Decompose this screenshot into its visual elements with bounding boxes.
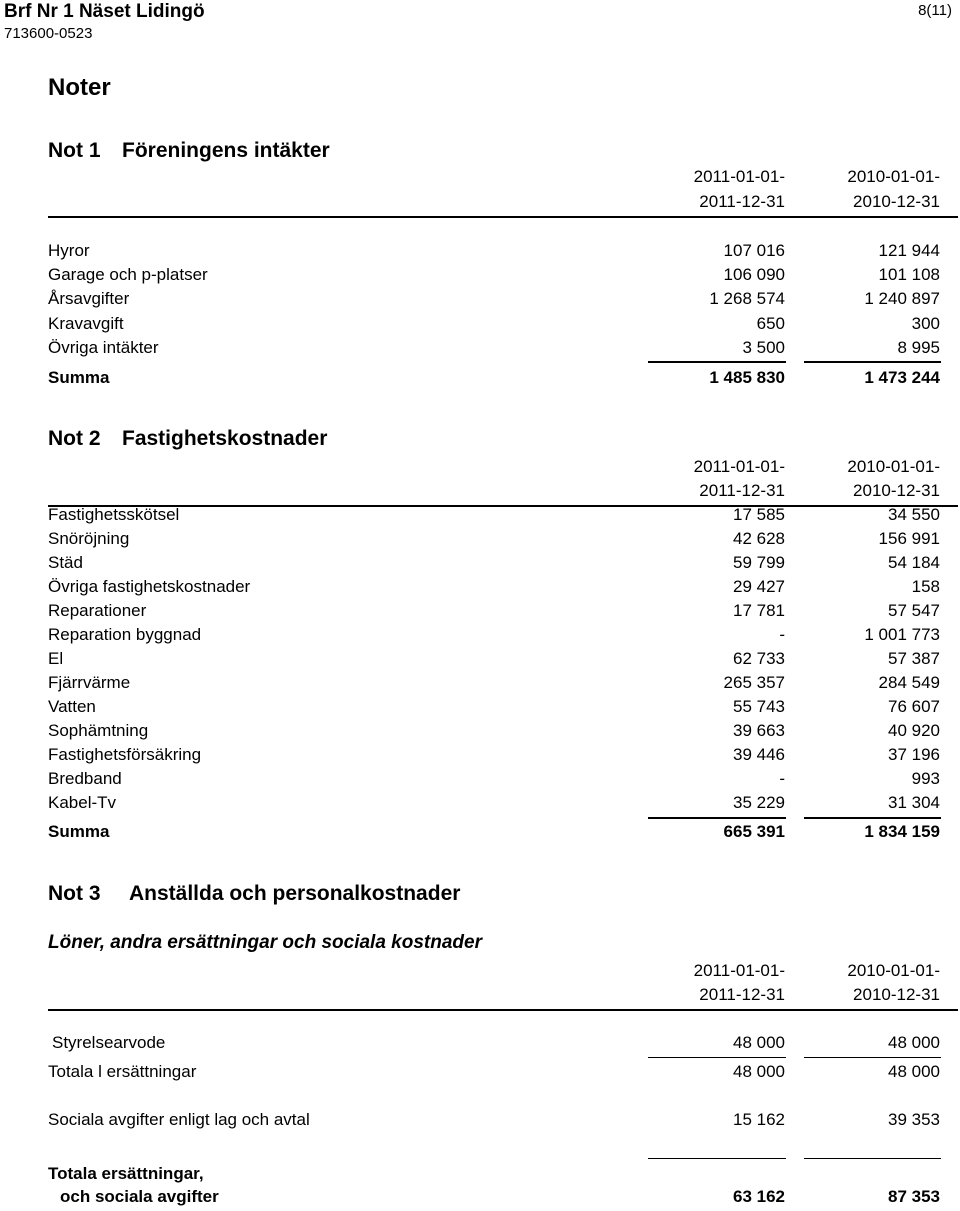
note3-period-current-start: 2011-01-01- xyxy=(693,961,785,980)
note3-period-current-end: 2011-12-31 xyxy=(699,985,785,1004)
note1-header-divider xyxy=(48,216,958,218)
grand-total-current: 63 162 xyxy=(733,1187,785,1206)
note2-sum-line-current xyxy=(648,817,786,819)
social-fees-previous: 39 353 xyxy=(888,1110,940,1129)
table-cell-previous: 993 xyxy=(911,769,940,788)
note1-total-label: Summa xyxy=(48,368,110,387)
table-row-label: Övriga fastighetskostnader xyxy=(48,577,251,596)
note1-period-current-end: 2011-12-31 xyxy=(699,192,785,211)
table-cell-current: 3 500 xyxy=(742,338,785,357)
table-cell-previous: 37 196 xyxy=(888,745,940,764)
note1-period-previous-end: 2010-12-31 xyxy=(853,192,940,211)
board-fee-current: 48 000 xyxy=(733,1033,785,1052)
table-cell-previous: 1 240 897 xyxy=(864,289,940,308)
note2-period-current-end: 2011-12-31 xyxy=(699,481,785,500)
total-compensation-previous: 48 000 xyxy=(888,1062,940,1081)
note3-period-previous-end: 2010-12-31 xyxy=(853,985,940,1004)
table-row-label: Fastighetsskötsel xyxy=(48,505,180,524)
social-fees-label: Sociala avgifter enligt lag och avtal xyxy=(48,1110,310,1129)
note1-title: Föreningens intäkter xyxy=(122,139,330,162)
grand-total-line-current xyxy=(648,1158,786,1159)
table-cell-previous: 40 920 xyxy=(888,721,940,740)
board-fee-line-previous xyxy=(804,1057,941,1058)
total-compensation-current: 48 000 xyxy=(733,1062,785,1081)
table-row-label: Fastighetsförsäkring xyxy=(48,745,202,764)
note3-title: Anställda och personalkostnader xyxy=(129,882,461,905)
table-cell-current: 1 268 574 xyxy=(709,289,785,308)
table-row-label: Sophämtning xyxy=(48,721,149,740)
table-cell-previous: 284 549 xyxy=(878,673,940,692)
table-row-label: El xyxy=(48,649,64,668)
table-cell-current: 29 427 xyxy=(733,577,785,596)
note2-sum-line-previous xyxy=(804,817,941,819)
note2-period-current-start: 2011-01-01- xyxy=(693,457,785,476)
table-row-label: Reparationer xyxy=(48,601,147,620)
note1-heading xyxy=(48,139,330,163)
table-cell-previous: 54 184 xyxy=(888,553,940,572)
table-cell-previous: 158 xyxy=(911,577,940,596)
table-cell-current: 39 663 xyxy=(733,721,785,740)
table-cell-previous: 31 304 xyxy=(888,793,940,812)
table-cell-current: 17 781 xyxy=(733,601,785,620)
table-cell-previous: 8 995 xyxy=(897,338,940,357)
table-row-label: Snöröjning xyxy=(48,529,130,548)
table-cell-previous: 1 001 773 xyxy=(864,625,940,644)
page-number: 8(11) xyxy=(918,2,952,19)
table-row-label: Reparation byggnad xyxy=(48,625,202,644)
table-row-label: Hyror xyxy=(48,241,90,260)
table-cell-previous: 101 108 xyxy=(878,265,940,284)
table-cell-current: 35 229 xyxy=(733,793,785,812)
table-cell-current: - xyxy=(779,769,785,788)
table-row-label: Vatten xyxy=(48,697,96,716)
board-fee-label: Styrelsearvode xyxy=(52,1033,166,1052)
table-cell-current: 650 xyxy=(756,314,785,333)
table-cell-current: 59 799 xyxy=(733,553,785,572)
page-title: Noter xyxy=(48,74,111,101)
table-cell-previous: 57 547 xyxy=(888,601,940,620)
note2-title: Fastighetskostnader xyxy=(122,427,328,450)
table-cell-current: 55 743 xyxy=(733,697,785,716)
grand-total-label-line1: Totala ersättningar, xyxy=(48,1164,204,1183)
table-cell-current: 106 090 xyxy=(723,265,785,284)
organization-name: Brf Nr 1 Näset Lidingö xyxy=(4,1,205,22)
table-row-label: Städ xyxy=(48,553,83,572)
note1-number: Not 1 xyxy=(48,139,101,162)
note1-period-previous-start: 2010-01-01- xyxy=(847,167,940,186)
note3-subtitle: Löner, andra ersättningar och sociala kostnader xyxy=(48,932,482,953)
note2-total-previous: 1 834 159 xyxy=(864,822,940,841)
table-cell-current: 265 357 xyxy=(723,673,785,692)
table-cell-previous: 121 944 xyxy=(878,241,940,260)
table-row-label: Kravavgift xyxy=(48,314,124,333)
table-cell-current: 39 446 xyxy=(733,745,785,764)
table-row-label: Bredband xyxy=(48,769,122,788)
note2-total-current: 665 391 xyxy=(723,822,785,841)
table-cell-current: - xyxy=(779,625,785,644)
note1-sum-line-current xyxy=(648,361,786,363)
organization-number: 713600-0523 xyxy=(4,25,93,42)
grand-total-label-line2: och sociala avgifter xyxy=(60,1187,219,1206)
total-compensation-label: Totala l ersättningar xyxy=(48,1062,197,1081)
note3-number: Not 3 xyxy=(48,882,101,905)
note1-total-previous: 1 473 244 xyxy=(864,368,940,387)
table-row-label: Garage och p-platser xyxy=(48,265,208,284)
table-row-label: Övriga intäkter xyxy=(48,338,159,357)
social-fees-current: 15 162 xyxy=(733,1110,785,1129)
table-cell-previous: 34 550 xyxy=(888,505,940,524)
note2-period-previous-start: 2010-01-01- xyxy=(847,457,940,476)
table-cell-current: 17 585 xyxy=(733,505,785,524)
table-row-label: Fjärrvärme xyxy=(48,673,131,692)
note1-sum-line-previous xyxy=(804,361,941,363)
table-cell-previous: 76 607 xyxy=(888,697,940,716)
note2-heading xyxy=(48,427,327,451)
note2-period-previous-end: 2010-12-31 xyxy=(853,481,940,500)
board-fee-previous: 48 000 xyxy=(888,1033,940,1052)
table-cell-previous: 57 387 xyxy=(888,649,940,668)
table-cell-previous: 156 991 xyxy=(878,529,940,548)
table-cell-current: 62 733 xyxy=(733,649,785,668)
table-row-label: Kabel-Tv xyxy=(48,793,117,812)
table-row-label: Årsavgifter xyxy=(48,289,130,308)
table-cell-previous: 300 xyxy=(911,314,940,333)
note3-header-divider xyxy=(48,1009,958,1011)
note1-period-current-start: 2011-01-01- xyxy=(693,167,785,186)
note2-number: Not 2 xyxy=(48,427,101,450)
grand-total-previous: 87 353 xyxy=(888,1187,940,1206)
note3-heading xyxy=(48,882,460,906)
note3-period-previous-start: 2010-01-01- xyxy=(847,961,940,980)
board-fee-line-current xyxy=(648,1057,786,1058)
note2-header-divider xyxy=(48,505,958,507)
table-cell-current: 42 628 xyxy=(733,529,785,548)
note2-total-label: Summa xyxy=(48,822,110,841)
table-cell-current: 107 016 xyxy=(723,241,785,260)
note1-total-current: 1 485 830 xyxy=(709,368,785,387)
grand-total-line-previous xyxy=(804,1158,941,1159)
